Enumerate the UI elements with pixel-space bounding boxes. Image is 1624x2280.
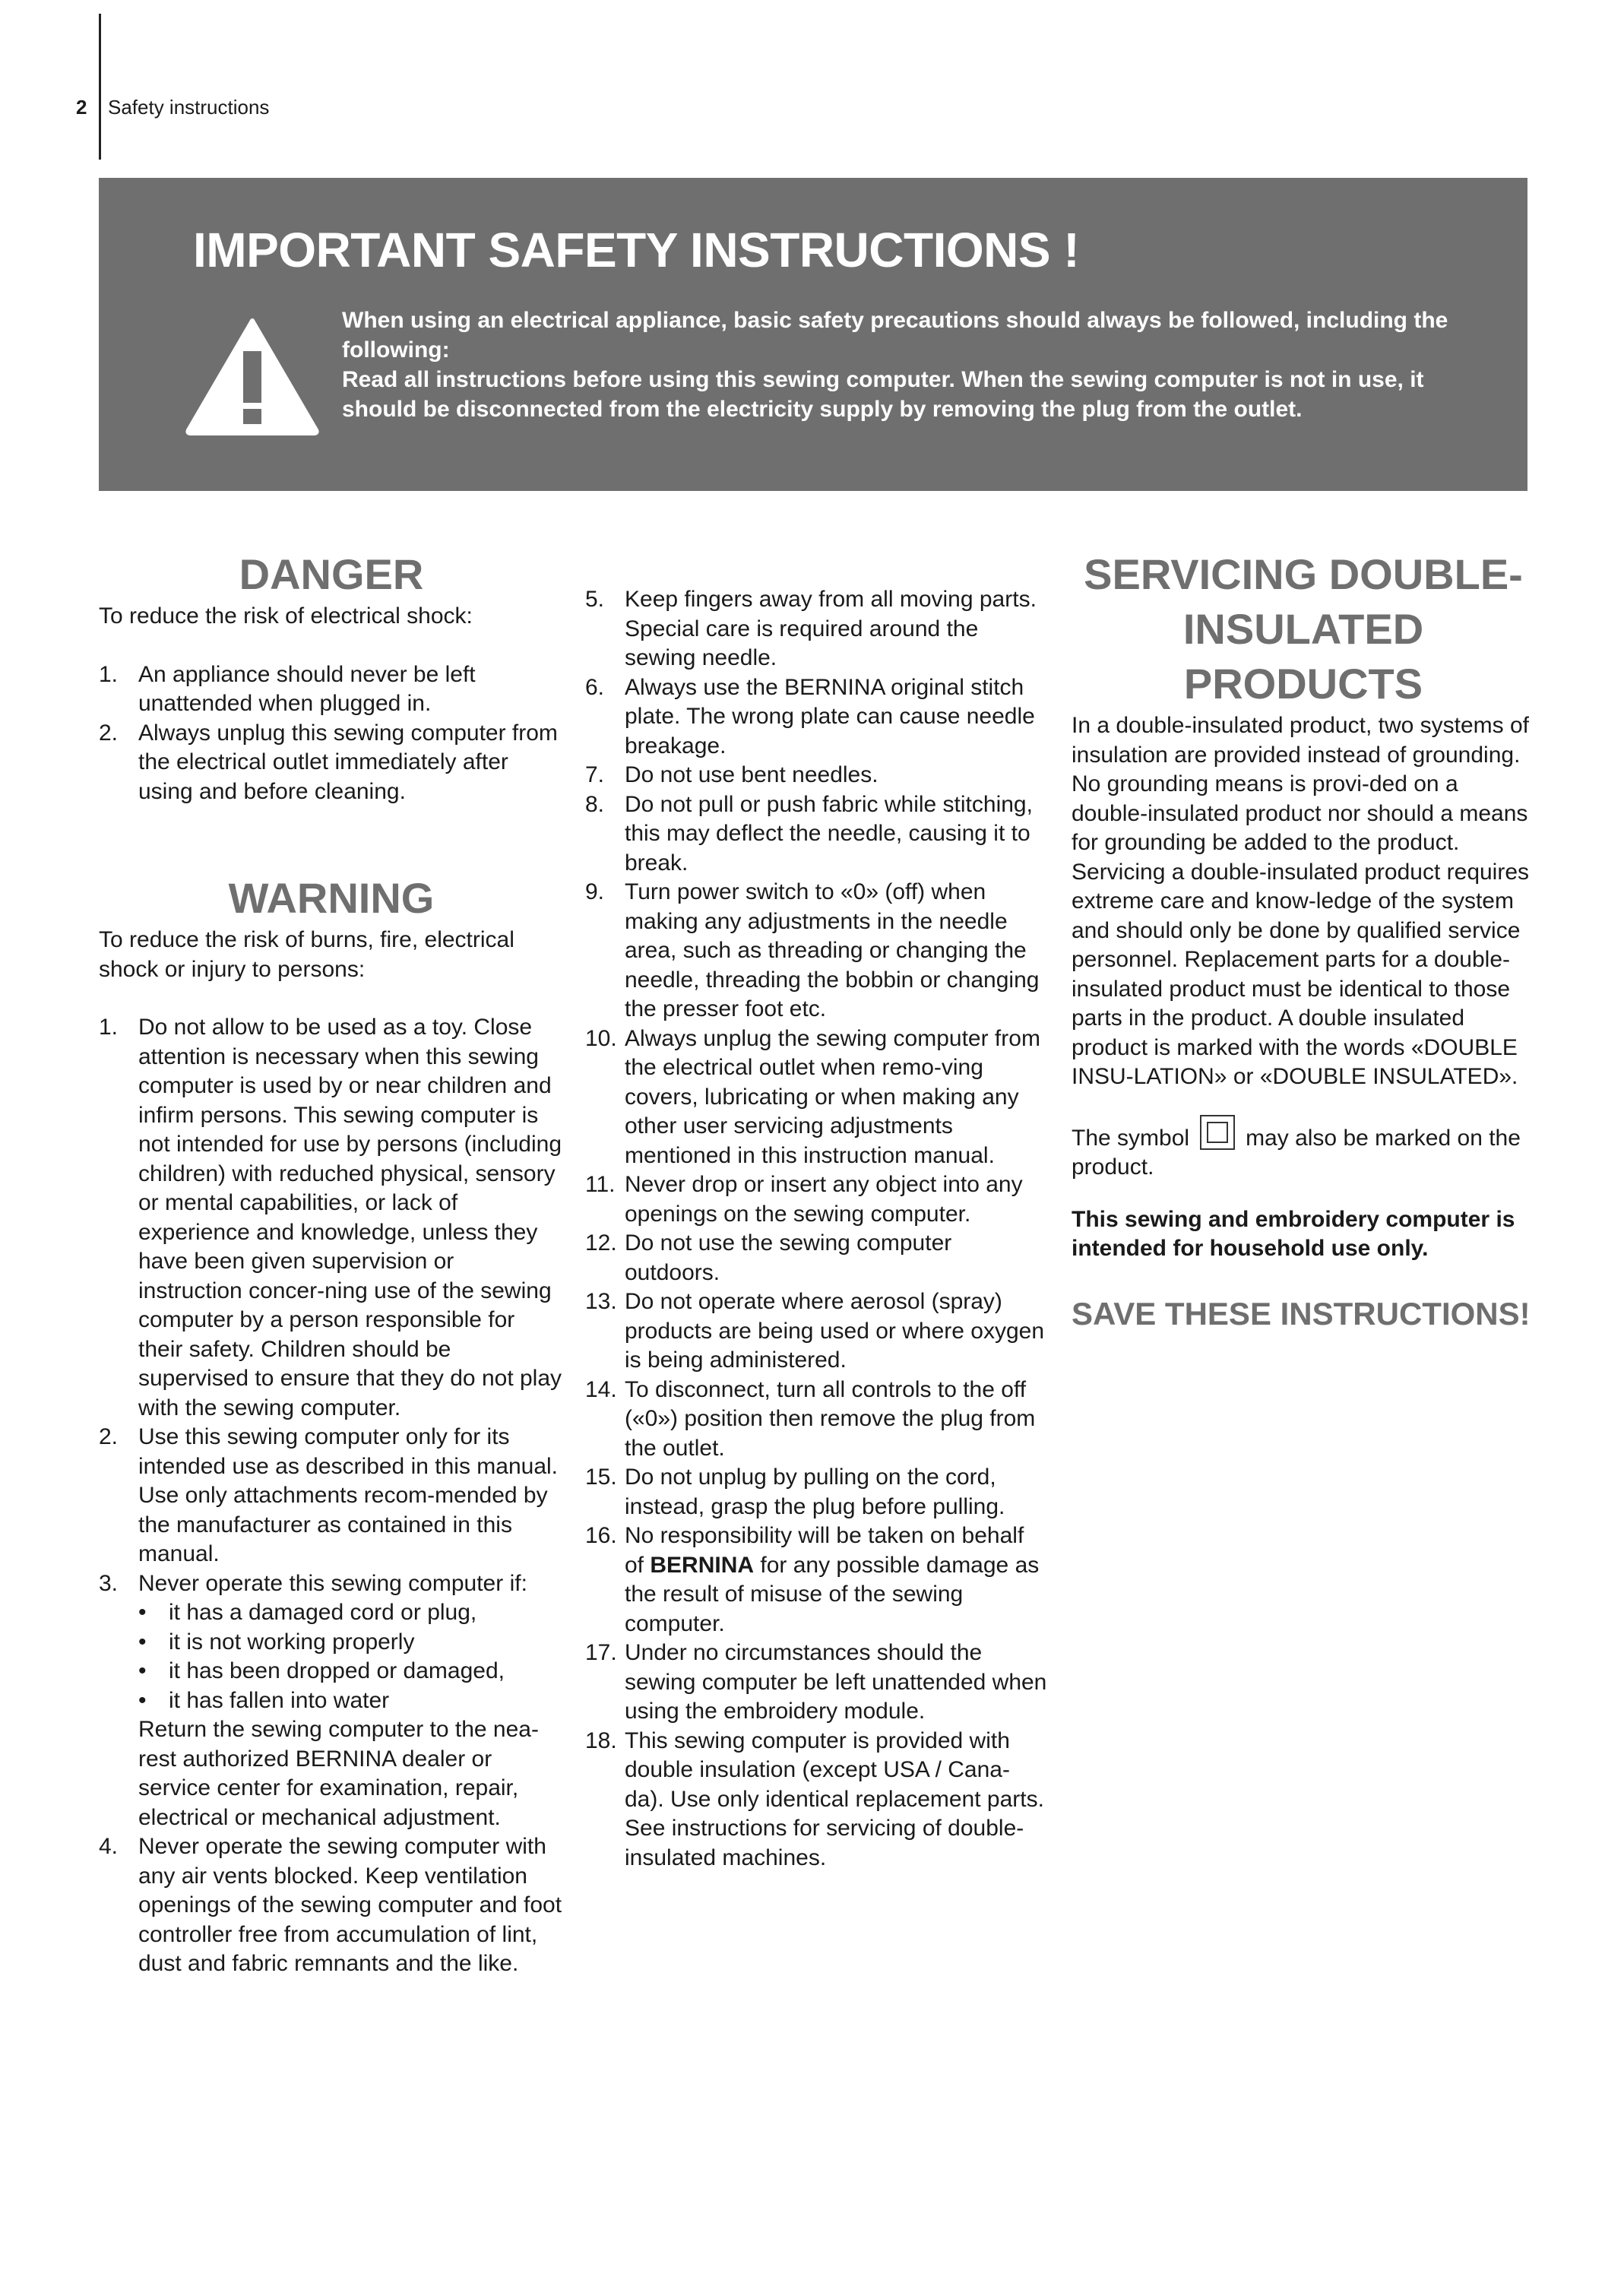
list-item: 12. Do not use the sewing computer outdoors. — [585, 1230, 952, 1285]
bullet-item: • it has a damaged cord or plug, — [138, 1600, 477, 1625]
right-column — [1072, 547, 1535, 1334]
warning-list — [99, 1013, 564, 1979]
list-item — [99, 660, 564, 719]
safety-banner — [99, 178, 1527, 491]
list-item — [99, 1569, 564, 1833]
list-item: 8. Do not pull or push fabric while stitching, this may deflect the needle, causing it to break. — [585, 791, 1033, 876]
list-item: 7. Do not use bent needles. — [585, 762, 878, 787]
household-note: This sewing and embroidery computer is intended for household use only. — [1072, 1206, 1515, 1261]
page-number: 2 — [76, 96, 87, 119]
item-number: 2. — [99, 720, 119, 746]
brand-name: BERNINA — [650, 1552, 755, 1578]
danger-intro: To reduce the risk of electrical shock: — [99, 603, 473, 629]
bullet-list — [138, 1598, 564, 1715]
list-item — [99, 1423, 564, 1569]
warning-heading: WARNING — [228, 874, 435, 922]
item-text: Use this sewing computer only for its intended use as described in this manual. Use only attachments recom-mended by the manufacturer as contained in this manual. — [138, 1424, 559, 1566]
item-number: 2. — [99, 1424, 119, 1449]
item-text: Never operate this sewing computer if: — [138, 1570, 527, 1596]
item-number: 4. — [99, 1834, 119, 1859]
item-text: Always unplug this sewing computer from the electrical outlet immediately after using and before cleaning. — [138, 720, 558, 804]
list-item: 9. Turn power switch to «0» (off) when making any adjustments in the needle area, such as threading or changing the needle, threading the bobbin or changing the presser foot etc. — [585, 879, 1040, 1021]
item-number: 1. — [99, 1015, 119, 1040]
item-number: 3. — [99, 1570, 119, 1596]
item-number: 1. — [99, 661, 119, 687]
item-text: Never operate the sewing computer with any air vents blocked. Keep ventilation openings of the sewing computer and foot controller free from accumulation of lint, dust and fabric remnants and the like. — [138, 1834, 562, 1976]
servicing-heading: SERVICING DOUBLE-INSULATED PRODUCTS — [1084, 550, 1523, 708]
symbol-paragraph: The symbol may also be marked on the product. — [1072, 1115, 1535, 1183]
banner-title: IMPORTANT SAFETY INSTRUCTIONS ! — [193, 223, 1080, 277]
list-item — [99, 719, 564, 807]
danger-heading: DANGER — [239, 550, 424, 598]
left-column — [99, 547, 564, 1979]
item-text: An appliance should never be left unattended when plugged in. — [138, 661, 476, 716]
list-item — [99, 1832, 564, 1979]
list-item: 14. To disconnect, turn all controls to the off («0») position then remove the plug from the outlet. — [585, 1376, 1036, 1461]
list-item: 5. Keep fingers away from all moving parts. Special care is required around the sewing needle. — [585, 587, 1037, 670]
save-instructions-heading: SAVE THESE INSTRUCTIONS! — [1072, 1295, 1531, 1332]
list-item: 16. No responsibility will be taken on behalf of BERNINA for any possible damage as the result of misuse of the sewing computer. — [585, 1523, 1040, 1636]
header-divider — [99, 14, 101, 160]
list-item: 13. Do not operate where aerosol (spray) products are being used or where oxygen is being administered. — [585, 1289, 1045, 1373]
banner-line-1: When using an electrical appliance, basic safety precautions should always be followed, including the following: — [342, 308, 1448, 363]
bullet-item: • it has fallen into water — [138, 1687, 390, 1713]
warning-intro: To reduce the risk of burns, fire, electrical shock or injury to persons: — [99, 927, 514, 982]
bullet-item: • it has been dropped or damaged, — [138, 1658, 505, 1683]
middle-list — [585, 585, 1047, 1873]
item-text-after: Return the sewing computer to the nea-rest authorized BERNINA dealer or service center for examination, repair, electrical or mechanical adjustment. — [138, 1717, 539, 1830]
double-square-icon — [1200, 1115, 1235, 1150]
list-item: 17. Under no circumstances should the sewing computer be left unattended when using the embroidery module. — [585, 1640, 1047, 1724]
servicing-paragraph: In a double-insulated product, two systems of insulation are provided instead of grounding. No grounding means is provi-ded on a double-insulated product nor should a means for grounding be added to the product. Servicing a double-insulated product requires extreme care and know-ledge of the system and should only be done by qualified service personnel. Replacement parts for a double-insulated product must be identical to those parts in the product. A double insulated product is marked with the words «DOUBLE INSU-LATION» or «DOUBLE INSULATED». — [1072, 713, 1530, 1089]
item-text: Do not allow to be used as a toy. Close attention is necessary when this sewing computer is used by or near children and infirm persons. This sewing computer is not intended for use by persons (including children) with reduched physical, sensory or mental capabilities, or lack of experience and knowledge, unless they have been given supervision or instruction concer-ning use of the sewing computer by a person responsible for their safety. Children should be supervised to ensure that they do not play with the sewing computer. — [138, 1015, 562, 1420]
list-item: 18. This sewing computer is provided with double insulation (except USA / Cana-da). Use only identical replacement parts. See instructions for servicing of double-insulated machines. — [585, 1727, 1044, 1870]
banner-text — [342, 306, 1497, 424]
warning-triangle-icon — [184, 315, 321, 436]
list-item: 10. Always unplug the sewing computer from the electrical outlet when remo-ving covers, lubricating or when making any other user servicing adjustments mentioned in this instruction manual. — [585, 1025, 1040, 1168]
list-item — [99, 1013, 564, 1423]
list-item: 11. Never drop or insert any object into any openings on the sewing computer. — [585, 1172, 1023, 1227]
middle-column — [585, 585, 1047, 1873]
banner-line-2: Read all instructions before using this sewing computer. When the sewing computer is not in use, it should be disconnected from the electricity supply by removing the plug from the outlet. — [342, 367, 1424, 422]
list-item: 15. Do not unplug by pulling on the cord, instead, grasp the plug before pulling. — [585, 1465, 1005, 1519]
section-label: Safety instructions — [108, 96, 270, 119]
list-item: 6. Always use the BERNINA original stitch plate. The wrong plate can cause needle breakage. — [585, 674, 1035, 758]
bullet-item: • it is not working properly — [138, 1629, 415, 1655]
danger-list — [99, 660, 564, 807]
